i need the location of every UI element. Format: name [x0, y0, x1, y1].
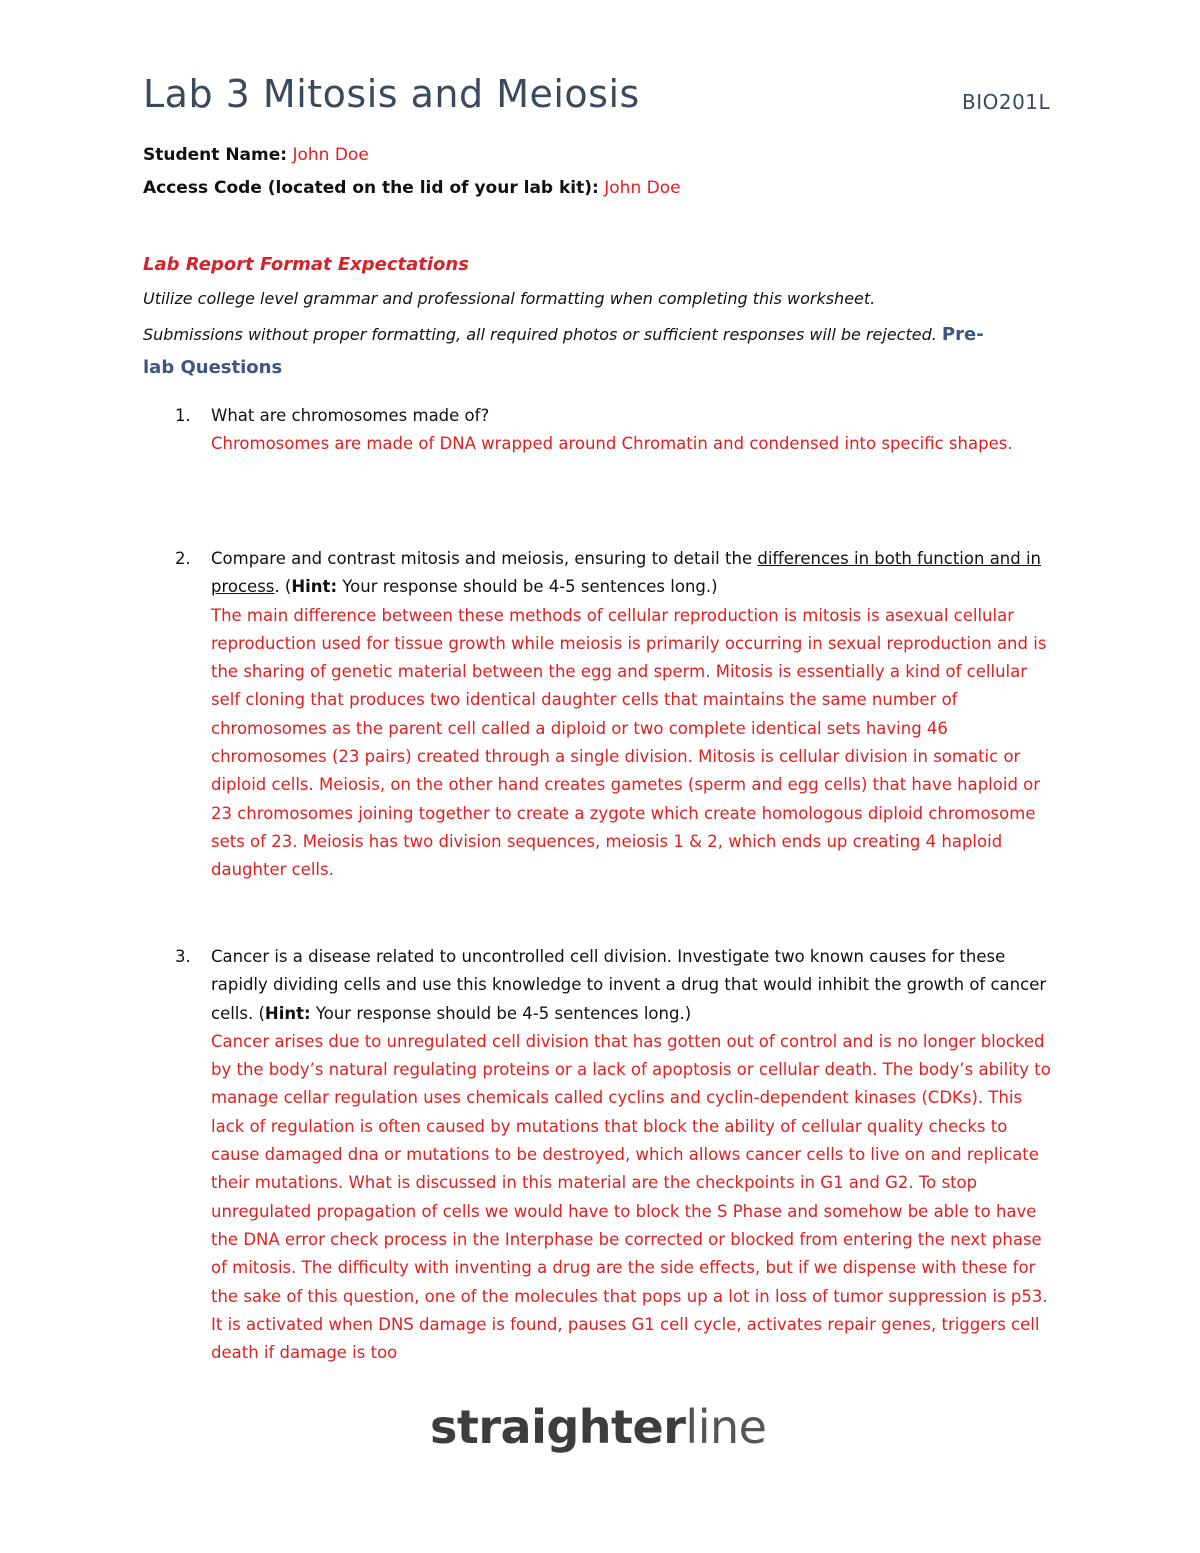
- straighterline-logo: [430, 1400, 766, 1454]
- course-code: BIO201L: [962, 90, 1051, 114]
- question-prompt: What are chromosomes made of?: [211, 406, 490, 425]
- page-title: Lab 3 Mitosis and Meiosis: [143, 72, 640, 116]
- hint-text: Your response should be 4-5 sentences long.): [310, 1003, 692, 1023]
- prompt-text: Cancer is a disease related to uncontrolled cell division. Investigate two known causes for these rapidly dividing cells and use this knowledge to invent a drug that would inhibit the growth of cancer cells. (: [211, 947, 1047, 1023]
- question-answer: Cancer arises due to unregulated cell division that has gotten out of control and is no longer blocked by the body’s natural regulating proteins or a lack of apoptosis or cellular death. The body’s ability to manage cellar regulation uses chemicals called cyclins and cyclin-dependent kinases (CDKs). This lack of regulation is often caused by mutations that block the ability of cellular quality checks to cause damaged dna or mutations to be destroyed, which allows cancer cells to live on and replicate their mutations. What is discussed in this material are the checkpoints in G1 and G2. To stop unregulated propagation of cells we would have to block the S Phase and somehow be able to have the DNA error check process in the Interphase be corrected or blocked from entering the next phase of mitosis. The difficulty with inventing a drug are the side effects, but if we dispense with these for the sake of this question, one of the molecules that pops up a lot in loss of tumor suppression is p53. It is activated when DNS damage is found, pauses G1 cell cycle, activates repair genes, triggers cell death if damage is too: [211, 1031, 1051, 1363]
- question-answer: Chromosomes are made of DNA wrapped around Chromatin and condensed into specific shapes.: [211, 434, 1013, 454]
- format-heading: Lab Report Format Expectations: [143, 254, 469, 275]
- logo-light-text: line: [685, 1400, 767, 1454]
- question-1: [143, 402, 1058, 459]
- hint-label: Hint:: [291, 577, 338, 597]
- question-prompt: [211, 545, 1058, 602]
- question-prompt: [211, 943, 1058, 1028]
- logo-strong-text: straighter: [430, 1400, 686, 1454]
- student-name-label: Student Name:: [143, 145, 288, 165]
- format-line-2: [143, 324, 984, 345]
- access-code-field: [143, 177, 681, 199]
- prompt-text: Compare and contrast mitosis and meiosis, ensuring to detail the: [211, 549, 758, 568]
- prelab-heading-part2: lab Questions: [143, 357, 283, 378]
- student-name-value: John Doe: [292, 145, 369, 165]
- access-code-value: John Doe: [604, 178, 681, 198]
- prompt-underlined: differences in both function and in process: [211, 549, 1042, 597]
- format-line-1: Utilize college level grammar and professional formatting when completing this worksheet.: [143, 289, 876, 308]
- question-number: 2.: [175, 549, 191, 568]
- hint-label: Hint:: [264, 1003, 311, 1023]
- question-number: 3.: [175, 947, 191, 966]
- prelab-heading-part1: Pre-: [941, 324, 984, 345]
- question-2: [143, 545, 1058, 885]
- format-line-2-text: Submissions without proper formatting, all required photos or sufficient responses will be rejected.: [143, 325, 937, 344]
- question-3: [143, 943, 1058, 1367]
- hint-text: Your response should be 4-5 sentences long.): [337, 577, 718, 597]
- access-code-label: Access Code (located on the lid of your lab kit):: [143, 178, 599, 198]
- prompt-text-post: . (: [274, 577, 292, 597]
- question-answer: The main difference between these methods of cellular reproduction is mitosis is asexual cellular reproduction used for tissue growth while meiosis is primarily occurring in sexual reproduction and is the sharing of genetic material between the egg and sperm. Mitosis is essentially a kind of cellular self cloning that produces two identical daughter cells that maintains the same number of chromosomes as the parent cell called a diploid or two complete identical sets having 46 chromosomes (23 pairs) created through a single division. Mitosis is cellular division in somatic or diploid cells. Meiosis, on the other hand creates gametes (sperm and egg cells) that have haploid or 23 chromosomes joining together to create a zygote which create homologous diploid chromosome sets of 23. Meiosis has two division sequences, meiosis 1 & 2, which ends up creating 4 haploid daughter cells.: [211, 605, 1047, 880]
- student-name-field: [143, 144, 369, 166]
- question-number: 1.: [175, 406, 191, 425]
